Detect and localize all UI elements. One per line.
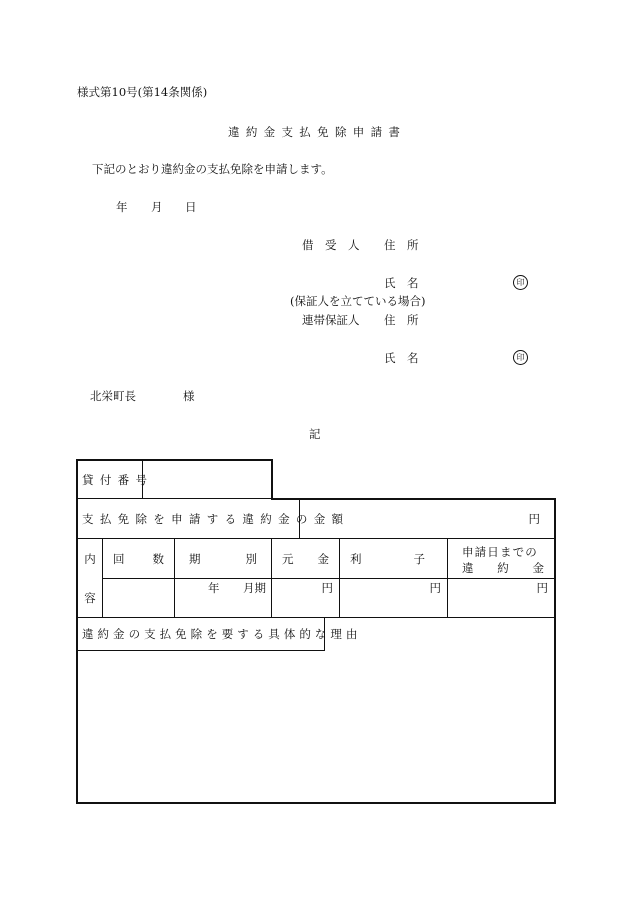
header-count-char-1: 回 <box>113 551 125 566</box>
header-penalty <box>448 539 554 578</box>
amount-field[interactable] <box>300 499 554 538</box>
loan-number-field[interactable] <box>143 461 271 498</box>
header-principal <box>272 539 339 578</box>
loan-number-label: 貸付番号 <box>82 472 154 487</box>
document-title: 違約金支払免除申請書 <box>228 125 407 139</box>
principal-field[interactable] <box>272 579 339 617</box>
guarantor-address-label: 住 所 <box>384 313 419 327</box>
intro-text: 下記のとおり違約金の支払免除を申請します。 <box>92 162 333 176</box>
header-interest-char-2: 子 <box>413 551 425 566</box>
reason-label: 違約金の支払免除を要する具体的な理由 <box>82 627 362 641</box>
header-count <box>103 539 174 578</box>
ki-heading: 記 <box>309 427 321 441</box>
penalty-yen-unit: 円 <box>536 581 548 595</box>
header-count-char-2: 数 <box>152 551 164 566</box>
guarantor-seal-mark: 印 <box>513 350 528 365</box>
date-day: 日 <box>185 200 197 214</box>
header-principal-char-1: 元 <box>282 551 294 566</box>
header-interest <box>340 539 447 578</box>
borrower-seal-mark: 印 <box>513 275 528 290</box>
period-month-unit: 月期 <box>243 581 266 595</box>
addressee-honorific: 様 <box>183 389 195 403</box>
period-field[interactable] <box>175 579 271 617</box>
guarantor-note: (保証人を立てている場合) <box>290 294 426 308</box>
header-period <box>175 539 271 578</box>
interest-yen-unit: 円 <box>429 581 441 595</box>
guarantor-name-label: 氏 名 <box>384 351 419 365</box>
content-label-1: 内 <box>84 551 96 566</box>
header-penalty-char-3: 金 <box>532 561 544 575</box>
form-number: 様式第10号(第14条関係) <box>77 85 208 99</box>
borrower-name-label: 氏 名 <box>384 276 419 290</box>
guarantor-label: 連帯保証人 <box>302 313 360 327</box>
amount-yen-unit: 円 <box>528 511 540 526</box>
header-penalty-char-1: 違 <box>462 561 474 575</box>
borrower-address-label: 住 所 <box>384 238 419 252</box>
date-year: 年 <box>116 200 128 214</box>
header-principal-char-2: 金 <box>317 551 329 566</box>
header-interest-char-1: 利 <box>350 551 362 566</box>
table-border <box>271 459 273 499</box>
header-penalty-char-2: 約 <box>497 561 509 575</box>
date-month: 月 <box>151 200 163 214</box>
header-penalty-line-1: 申請日までの <box>462 545 538 559</box>
header-period-char-2: 別 <box>245 551 257 566</box>
header-penalty-line-2 <box>462 560 544 576</box>
penalty-field[interactable] <box>448 579 554 617</box>
period-year-unit: 年 <box>208 581 220 595</box>
amount-label: 支払免除を申請する違約金の金額 <box>82 511 350 526</box>
content-label-2: 容 <box>84 591 96 605</box>
count-field[interactable] <box>103 579 174 617</box>
header-period-char-1: 期 <box>189 551 201 566</box>
table-border <box>76 802 556 804</box>
borrower-label: 借 受 人 <box>302 238 360 252</box>
reason-field[interactable] <box>78 651 554 802</box>
table-border <box>554 498 556 804</box>
interest-field[interactable] <box>340 579 447 617</box>
addressee-name: 北栄町長 <box>90 389 136 403</box>
principal-yen-unit: 円 <box>321 581 333 595</box>
